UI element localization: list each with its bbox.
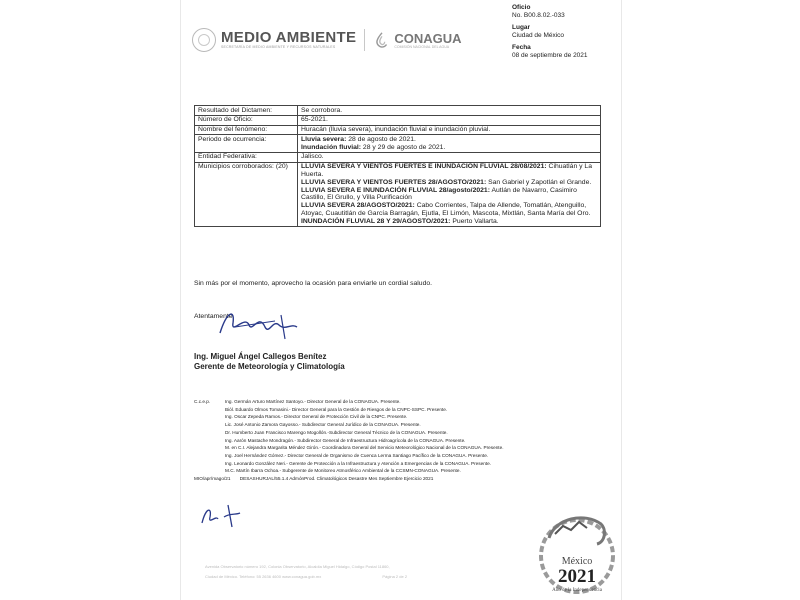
list-item: Ing. Joel Hernández Gómez.- Director General de Organismo de Cuenca Lerma Santiago Pacífico de la CONAGUA. Presente. (225, 452, 489, 458)
signer-name: Ing. Miguel Ángel Callegos Benítez (194, 352, 327, 361)
footer-contact: Ciudad de México. Teléfono: 55 2636 4600 www.conagua.gob.mx Página 2 de 2 (205, 574, 408, 579)
list-item: Dr. Humberto Juan Francisco Marengo Mogollón.-Subdirector General Técnico de la CONAGUA. Presente. (225, 429, 448, 435)
table-row (195, 106, 601, 116)
list-item: Ing. Aarón Mastache Mondragón.- Subdirector General de Infraestructura Hidroagrícola de la CONAGUA. Presente. (225, 437, 466, 443)
row-value: Huracán (lluvia severa), inundación fluvial e inundación pluvial. (298, 125, 601, 135)
reference-code: DESASHURJAL/55.1.4 AdmónProd. Climatológicos Desastre Mes Septiembre Ejercicio 2021 (239, 476, 434, 481)
signer-title: Gerente de Meteorología y Climatología (194, 362, 345, 371)
table-row (195, 152, 601, 162)
row-label: Número de Oficio: (195, 115, 298, 125)
reference-initials: MIO/apr/mago/21 (194, 476, 231, 481)
signer-block (194, 352, 345, 372)
list-item: Ing. Oscar Zepeda Ramos.- Director General de Protección Civil de la CNPC. Presente. (225, 414, 408, 420)
row-value: Lluvia severa: 28 de agosto de 2021. Inundación fluvial: 28 y 29 de agosto de 2021. (298, 135, 601, 153)
row-label: Resultado del Dictamen: (195, 106, 298, 116)
row-label: Periodo de ocurrencia: (195, 135, 298, 153)
row-value: 65-2021. (298, 115, 601, 125)
header-logos (192, 26, 461, 54)
emblem-tagline: Año de la Independencia (552, 588, 602, 593)
atentamente-text: Atentamente (194, 313, 233, 320)
conagua-logo: CONAGUA COMISIÓN NACIONAL DEL AGUA (394, 30, 462, 49)
row-label: Municipios corroborados: (20) (195, 162, 298, 226)
emblem-year: 2021 (558, 566, 596, 587)
row-label: Entidad Federativa: (195, 152, 298, 162)
list-item: M.C. Martín Ibarra Ochoa.- Subgerente de Monitoreo Atmosférico Ambiental de la CCSMN-CONAGUA. Presente. (225, 468, 461, 474)
signature-icon (215, 305, 305, 345)
coat-of-arms-icon (192, 28, 216, 52)
oficio-value: No. B00.8.02.-033 (512, 12, 565, 19)
lugar-value: Ciudad de México (512, 32, 565, 39)
emblem-country: México (561, 556, 593, 567)
row-value: Se corrobora. (298, 106, 601, 116)
list-item: Ing. Germán Arturo Martínez Santoyo.- Director General de la CONAGUA. Presente. (225, 399, 401, 404)
document-meta (512, 4, 588, 64)
row-value: Jalisco. (298, 152, 601, 162)
row-label: Nombre del fenómeno: (195, 125, 298, 135)
list-item: Biól. Eduardo Olmos Tomasini.- Director General para la Gestión de Riesgos de la CNPC-SSPC. Presente. (225, 406, 448, 412)
footer-address: Avenida Observatorio número 192, Colonia Observatorio, Alcaldía Miguel Hidalgo, Código Postal 11860, (205, 564, 390, 569)
logo-divider (364, 29, 365, 51)
dictamen-table (194, 105, 601, 227)
initials-signature-icon (198, 501, 248, 529)
oficio-label: Oficio (512, 4, 531, 11)
table-row (195, 125, 601, 135)
page-number: Página 2 de 2 (382, 574, 408, 579)
mexico-2021-emblem (535, 508, 620, 600)
municipios-list: LLUVIA SEVERA Y VIENTOS FUERTES E INUNDACIÓN FLUVIAL 28/08/2021: Cihuatlán y La Huerta. LLUVIA SEVERA Y VIENTOS FUERTES 28/AGOSTO/2021: San Gabriel y Zapotlán el Grande. LLUVIA SEVERA E INUNDACIÓN FLUVIAL 28/agosto/2021: Autlán de Navarro, Casimiro Castillo, El Grullo, y Villa Purificación LLUVIA SEVERA 28/AGOSTO/2021: Cabo Corrientes, Talpa de Allende, Tomatlán, Atenguillo, Atoyac, Cuautitlán de García Barragán, Ejutla, El Limón, Mascota, Mixtlán, Santa María del Oro. INUNDACIÓN FLUVIAL 28 Y 29/AGOSTO/2021: Puerto Vallarta. (298, 162, 601, 226)
medio-ambiente-logo: MEDIO AMBIENTE SECRETARÍA DE MEDIO AMBIENTE Y RECURSOS NATURALES (221, 29, 357, 49)
list-item: Lic. José Antonio Zamora Gayosso.- Subdirector General Jurídico de la CONAGUA. Presente. (225, 422, 421, 428)
reference-line (194, 476, 433, 481)
lugar-label: Lugar (512, 24, 531, 31)
list-item: Ing. Leonardo González Neri.- Gerente de Protección a la Infraestructura y Atención a Emergencias de la CONAGUA. Presente. (225, 460, 492, 466)
fecha-value: 08 de septiembre de 2021 (512, 52, 588, 59)
conagua-drop-icon (373, 31, 391, 49)
ccp-block (194, 398, 504, 475)
table-row (195, 162, 601, 226)
ccp-label: C.c.e.p. (194, 399, 211, 404)
fecha-label: Fecha (512, 44, 531, 51)
closing-text: Sin más por el momento, aprovecho la ocasión para enviarle un cordial saludo. (194, 280, 433, 287)
table-row (195, 135, 601, 153)
footer (205, 562, 407, 582)
table-row (195, 115, 601, 125)
ccp-list (225, 398, 504, 475)
list-item: M. en C.I. Alejandra Margarita Méndez Girón.- Coordinadora General del Servicio Meteorológico Nacional de la CONAGUA. Presente. (225, 445, 504, 451)
